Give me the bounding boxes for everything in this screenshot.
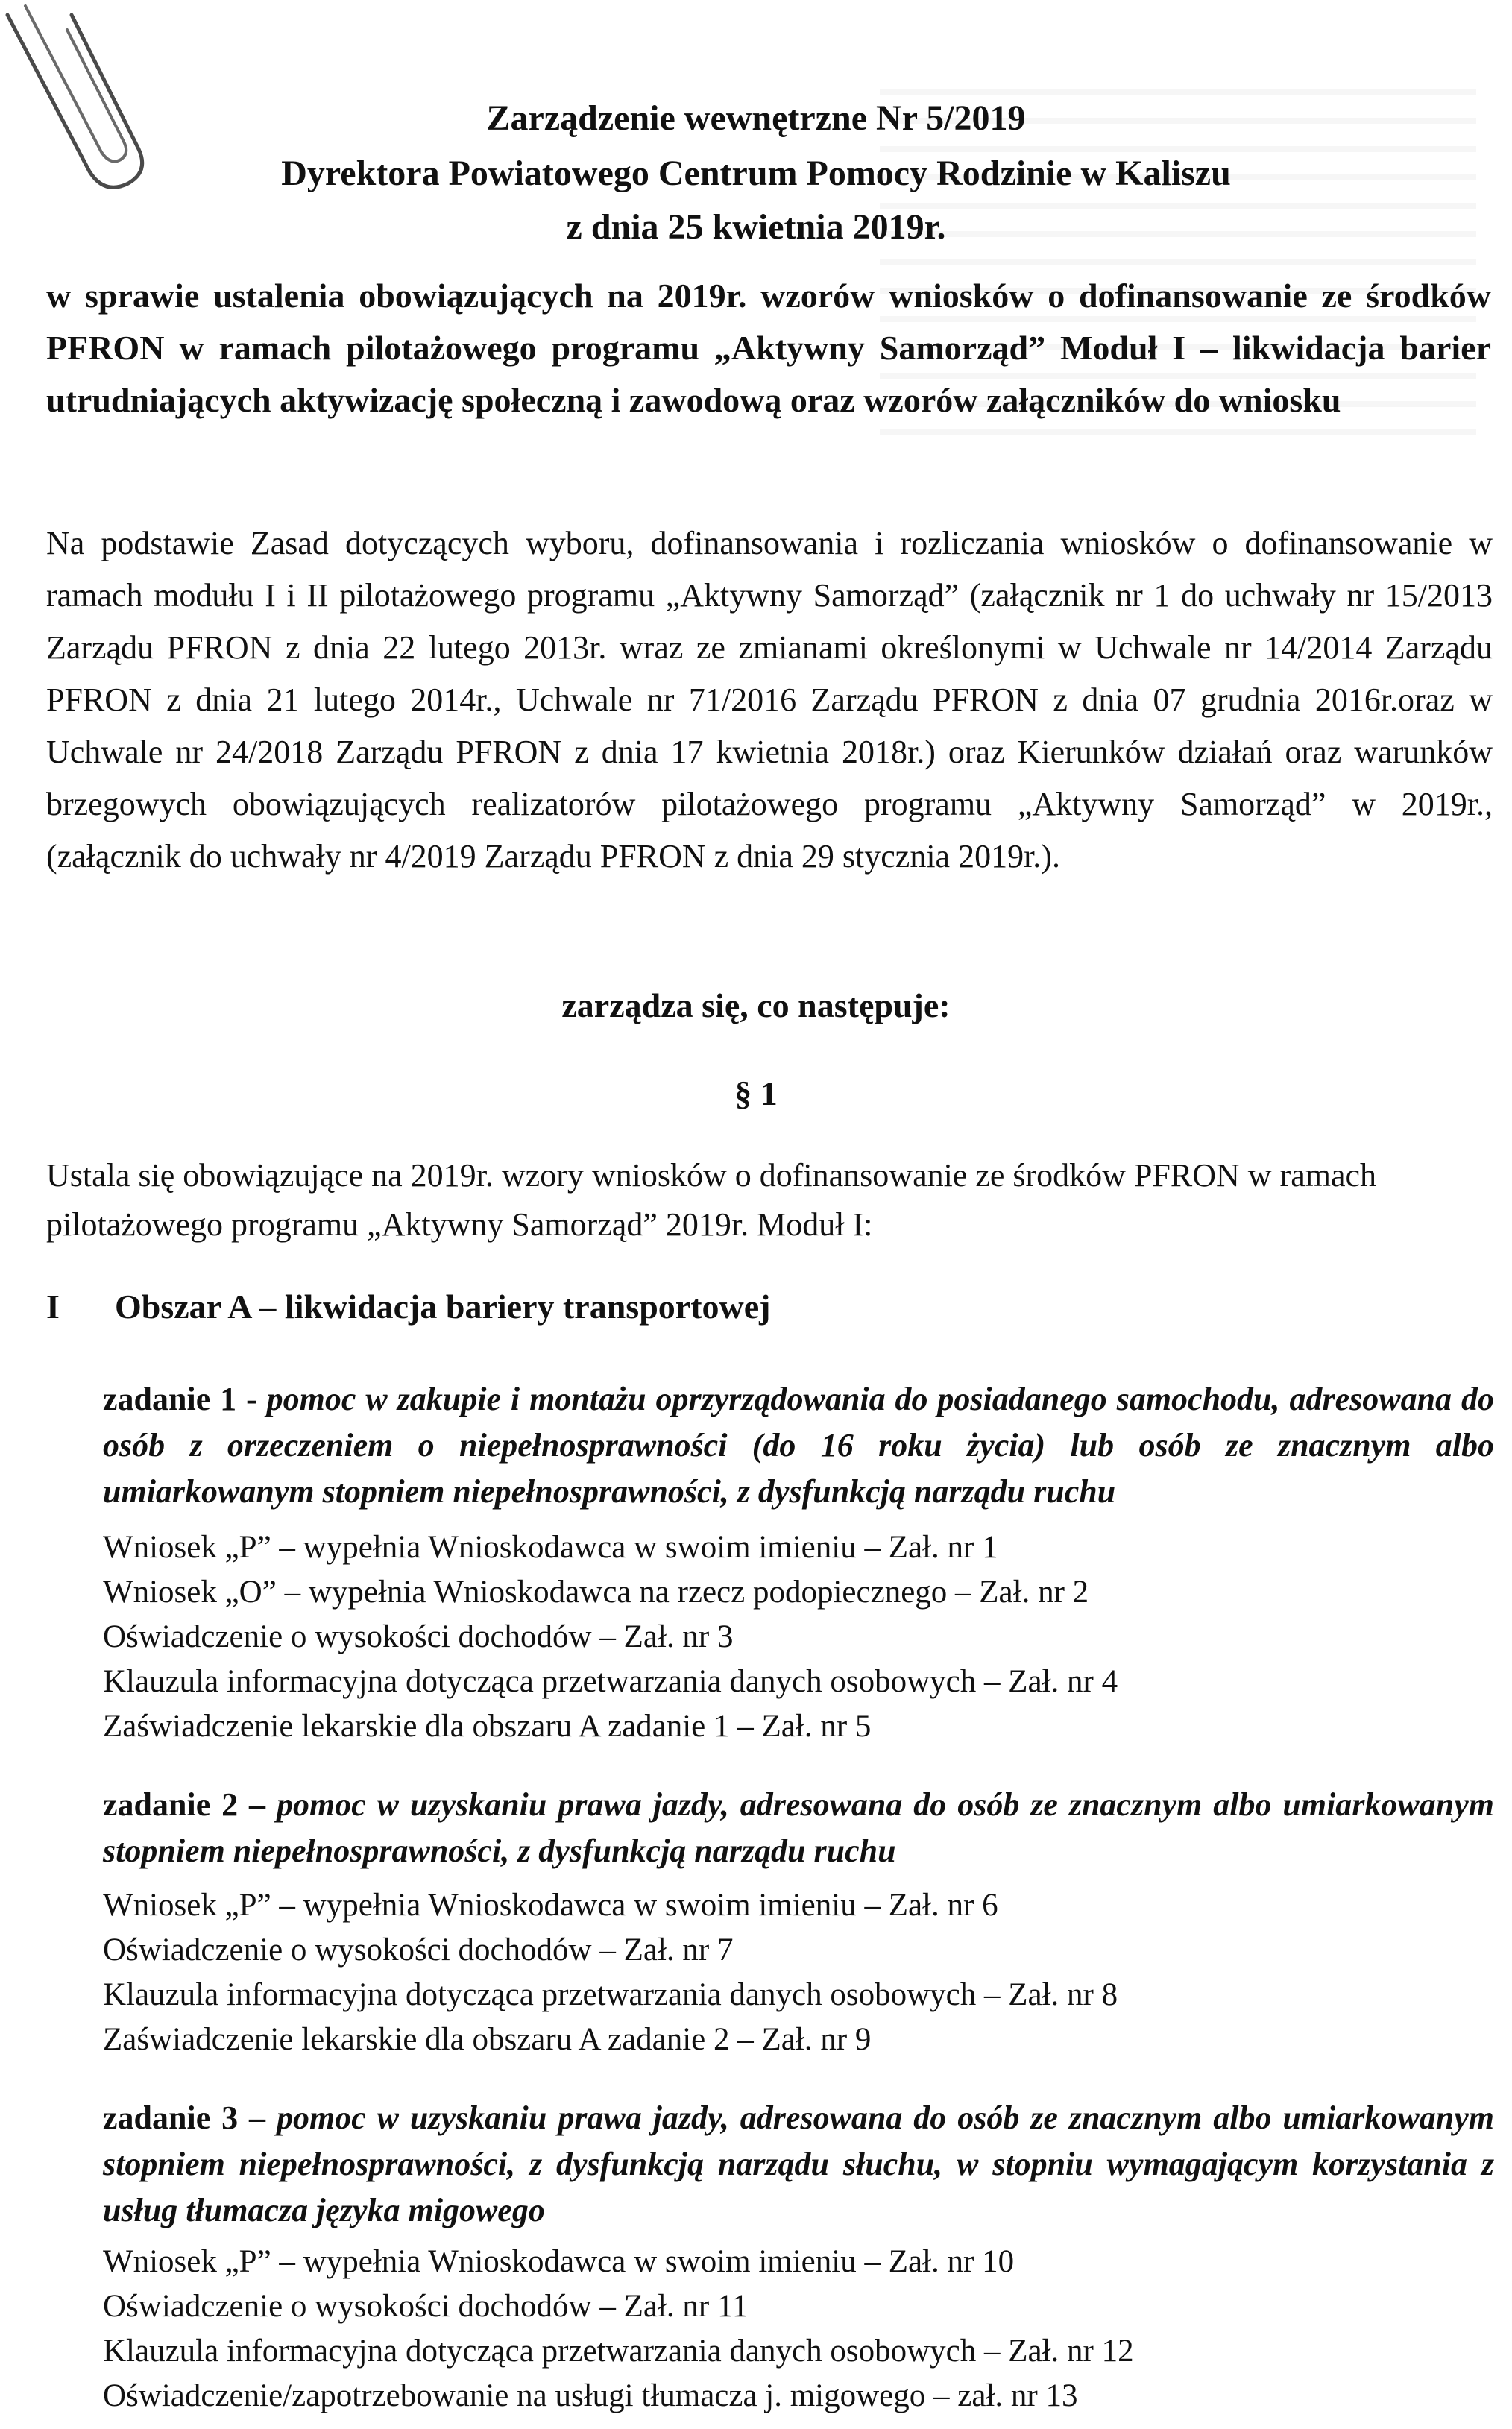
- attachment-item: Wniosek „P” – wypełnia Wnioskodawca w swoim imieniu – Zał. nr 1: [103, 1530, 998, 1565]
- attachment-item: Wniosek „P” – wypełnia Wnioskodawca w swoim imieniu – Zał. nr 10: [103, 2244, 1015, 2279]
- area-heading: [46, 1287, 770, 1326]
- attachment-item: Wniosek „O” – wypełnia Wnioskodawca na rzecz podopiecznego – Zał. nr 2: [103, 1575, 1089, 1610]
- attachment-item: Klauzula informacyjna dotycząca przetwarzania danych osobowych – Zał. nr 8: [103, 1977, 1118, 2012]
- attachment-item: Oświadczenie/zapotrzebowanie na usługi tłumacza j. migowego – zał. nr 13: [103, 2378, 1078, 2413]
- task-description: pomoc w uzyskaniu prawa jazdy, adresowana do osób ze znacznym albo umiarkowanym stopniem niepełnosprawności, z dysfunkcją narządu słuchu, w stopniu wymagającym korzystania z usług tłumacza języka migowego: [103, 2099, 1494, 2228]
- attachment-item: Zaświadczenie lekarskie dla obszaru A zadanie 2 – Zał. nr 9: [103, 2022, 872, 2057]
- attachment-item: Oświadczenie o wysokości dochodów – Zał. nr 3: [103, 1619, 734, 1654]
- attachment-item: Oświadczenie o wysokości dochodów – Zał. nr 7: [103, 1932, 734, 1968]
- task-heading: [103, 1782, 1494, 1874]
- task-heading: [103, 1376, 1494, 1515]
- order-title: Zarządzenie wewnętrzne Nr 5/2019: [486, 98, 1026, 138]
- task-label: zadanie 1 -: [103, 1381, 267, 1417]
- attachment-item: Zaświadczenie lekarskie dla obszaru A zadanie 1 – Zał. nr 5: [103, 1709, 872, 1744]
- attachment-list: [103, 2240, 1494, 2419]
- task-description: pomoc w uzyskaniu prawa jazdy, adresowana do osób ze znacznym albo umiarkowanym stopniem niepełnosprawności, z dysfunkcją narządu ruchu: [103, 1786, 1494, 1869]
- attachment-item: Oświadczenie o wysokości dochodów – Zał. nr 11: [103, 2289, 749, 2324]
- issuer-line: Dyrektora Powiatowego Centrum Pomocy Rodzinie w Kaliszu: [281, 154, 1231, 193]
- legal-basis-paragraph: Na podstawie Zasad dotyczących wyboru, dofinansowania i rozliczania wniosków o dofinansowanie w ramach modułu I i II pilotażowego programu „Aktywny Samorząd” (załącznik nr 1 do uchwały nr 15/2013 Zarządu PFRON z dnia 22 lutego 2013r. wraz ze zmianami określonymi w Uchwale nr 14/2014 Zarządu PFRON z dnia 21 lutego 2014r., Uchwale nr 71/2016 Zarządu PFRON z dnia 07 grudnia 2016r.oraz w Uchwale nr 24/2018 Zarządu PFRON z dnia 17 kwietnia 2018r.) oraz Kierunków działań oraz warunków brzegowych obowiązujących realizatorów pilotażowego programu „Aktywny Samorząd” w 2019r., (załącznik do uchwały nr 4/2019 Zarządu PFRON z dnia 29 stycznia 2019r.).: [46, 525, 1493, 875]
- attachment-item: Wniosek „P” – wypełnia Wnioskodawca w swoim imieniu – Zał. nr 6: [103, 1888, 998, 1923]
- task-description: pomoc w zakupie i montażu oprzyrządowania do posiadanego samochodu, adresowana do osób z orzeczeniem o niepełnosprawności (do 16 roku życia) lub osób ze znacznym albo umiarkowanym stopniem niepełnosprawności, z dysfunkcją narządu ruchu: [103, 1381, 1494, 1510]
- area-number: I: [46, 1288, 60, 1326]
- section-mark: § 1: [734, 1074, 778, 1112]
- task-label: zadanie 3 –: [103, 2099, 277, 2136]
- attachment-item: Klauzula informacyjna dotycząca przetwarzania danych osobowych – Zał. nr 4: [103, 1664, 1118, 1699]
- attachment-list: [103, 1883, 1494, 2062]
- task-label: zadanie 2 –: [103, 1786, 277, 1823]
- area-title: Obszar A – likwidacja bariery transportowej: [115, 1288, 771, 1326]
- attachment-list: [103, 1525, 1494, 1749]
- order-date: z dnia 25 kwietnia 2019r.: [566, 207, 946, 247]
- order-subject: w sprawie ustalenia obowiązujących na 2019r. wzorów wniosków o dofinansowanie ze środków PFRON w ramach pilotażowego programu „Aktywny Samorząd” Moduł I – likwidacja barier utrudniających aktywizację społeczną i zawodową oraz wzorów załączników do wniosku: [46, 277, 1491, 419]
- attachment-item: Klauzula informacyjna dotycząca przetwarzania danych osobowych – Zał. nr 12: [103, 2334, 1134, 2369]
- task-heading: [103, 2095, 1494, 2234]
- section-intro: Ustala się obowiązujące na 2019r. wzory wniosków o dofinansowanie ze środków PFRON w ramach pilotażowego programu „Aktywny Samorząd” 2019r. Moduł I:: [46, 1157, 1377, 1243]
- decree-phrase: zarządza się, co następuje:: [561, 986, 951, 1024]
